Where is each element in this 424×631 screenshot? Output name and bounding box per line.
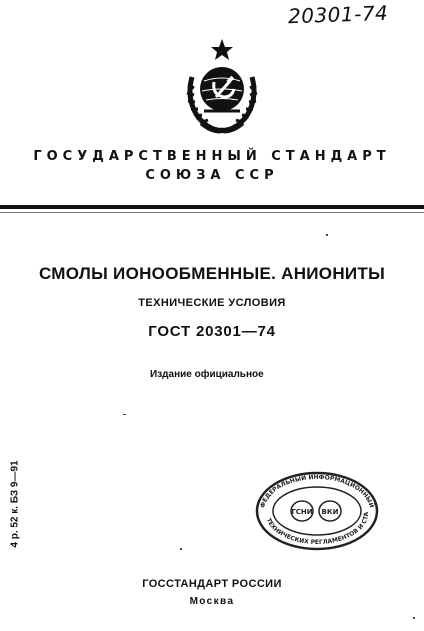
scan-speck	[123, 414, 126, 415]
standard-number: ГОСТ 20301—74	[148, 323, 276, 340]
publisher-city: Москва	[189, 596, 235, 607]
svg-text:ГСНИ: ГСНИ	[291, 508, 313, 516]
ussr-emblem-icon	[182, 37, 262, 137]
edition-label: Издание официальное	[150, 369, 264, 380]
library-stamp	[254, 470, 380, 552]
header-line-2: СОЮЗА ССР	[145, 168, 279, 183]
state-standard-header	[0, 147, 424, 185]
scan-speck	[413, 617, 415, 619]
header-line-1: ГОСУДАРСТВЕННЫЙ СТАНДАРТ	[33, 149, 391, 164]
publisher-name: ГОССТАНДАРТ РОССИИ	[142, 578, 282, 590]
scan-speck	[180, 548, 182, 550]
header-divider	[0, 205, 424, 209]
price-side-note	[4, 420, 26, 588]
handwritten-number: 20301-74	[287, 0, 389, 29]
svg-text:ТЕХНИЧЕСКИХ РЕГЛАМЕНТОВ И СТАН: ТЕХНИЧЕСКИХ РЕГЛАМЕНТОВ И СТА	[264, 511, 371, 547]
header-divider-thin	[0, 212, 424, 213]
document-subtitle: ТЕХНИЧЕСКИЕ УСЛОВИЯ	[138, 297, 286, 309]
price-side-note-text: 4 р. 52 к. БЗ 9—91	[9, 460, 21, 548]
svg-text:ВКИ: ВКИ	[321, 508, 339, 516]
svg-text:ФЕДЕРАЛЬНЫЙ ИНФОРМАЦИОННЫЙ ФОН: ФЕДЕРАЛЬНЫЙ ИНФОРМАЦИОННЫЙ	[259, 473, 375, 509]
scan-speck	[326, 234, 328, 236]
document-title: СМОЛЫ ИОНООБМЕННЫЕ. АНИОНИТЫ	[38, 264, 386, 283]
